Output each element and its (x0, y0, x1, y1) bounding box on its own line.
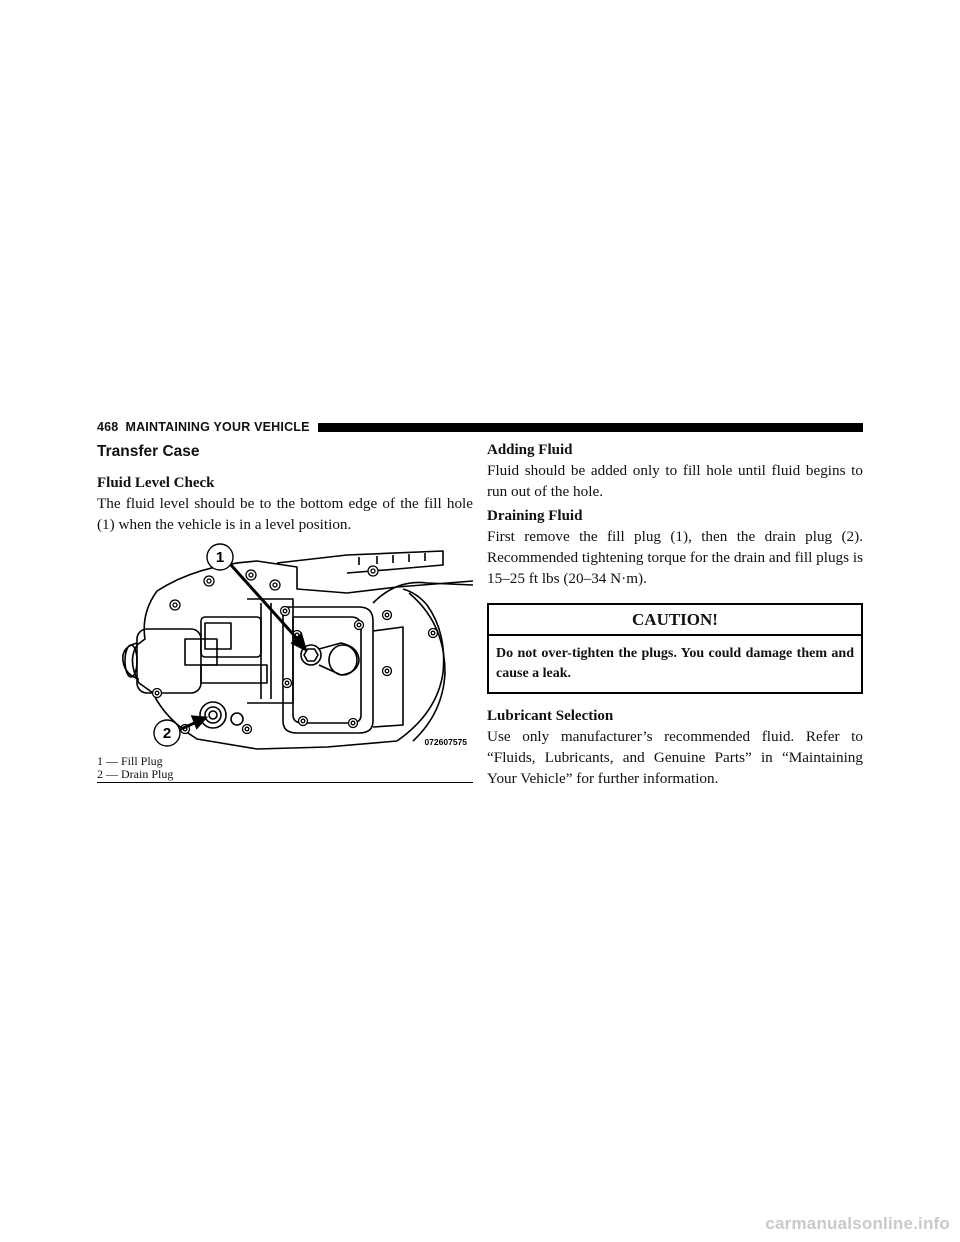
transfer-case-figure (97, 543, 473, 755)
fluid-level-check-text: The fluid level should be to the bottom edge of the fill hole (1) when the vehicle is in a level position. (97, 495, 473, 533)
page-number: 468 (97, 420, 119, 434)
header-rule (318, 423, 863, 432)
lubricant-selection-heading: Lubricant Selection (487, 708, 614, 724)
caution-text: Do not over-tighten the plugs. You could damage them and cause a leak. (496, 646, 854, 681)
adding-fluid-heading: Adding Fluid (487, 442, 573, 458)
figure-legend (97, 755, 473, 783)
right-column (487, 440, 863, 795)
watermark: carmanualsonline.info (765, 1214, 950, 1233)
figure-code: 072607575 (424, 737, 467, 747)
caution-title: CAUTION! (489, 605, 861, 636)
page-header (97, 418, 863, 436)
left-column (97, 440, 473, 783)
legend-item-drain-plug: 2 — Drain Plug (97, 767, 174, 781)
fluid-level-check-heading: Fluid Level Check (97, 475, 215, 491)
adding-fluid-text: Fluid should be added only to fill hole until fluid begins to run out of the hole. (487, 462, 863, 500)
caution-box (487, 603, 863, 694)
draining-fluid-text: First remove the fill plug (1), then the drain plug (2). Recommended tightening torque for the drain and fill plugs is 15–25 ft lbs (20–34 N·m). (487, 528, 863, 587)
section-title: Transfer Case (97, 443, 200, 460)
callout-2: 2 (162, 725, 172, 742)
legend-item-fill-plug: 1 — Fill Plug (97, 754, 163, 768)
draining-fluid-heading: Draining Fluid (487, 508, 583, 524)
section-name: MAINTAINING YOUR VEHICLE (125, 420, 310, 434)
callout-1: 1 (215, 549, 225, 566)
transfer-case-illustration (97, 543, 473, 755)
lubricant-selection-text: Use only manufacturer’s recommended fluid. Refer to “Fluids, Lubricants, and Genuine Parts” in “Maintaining Your Vehicle” for further information. (487, 728, 863, 787)
